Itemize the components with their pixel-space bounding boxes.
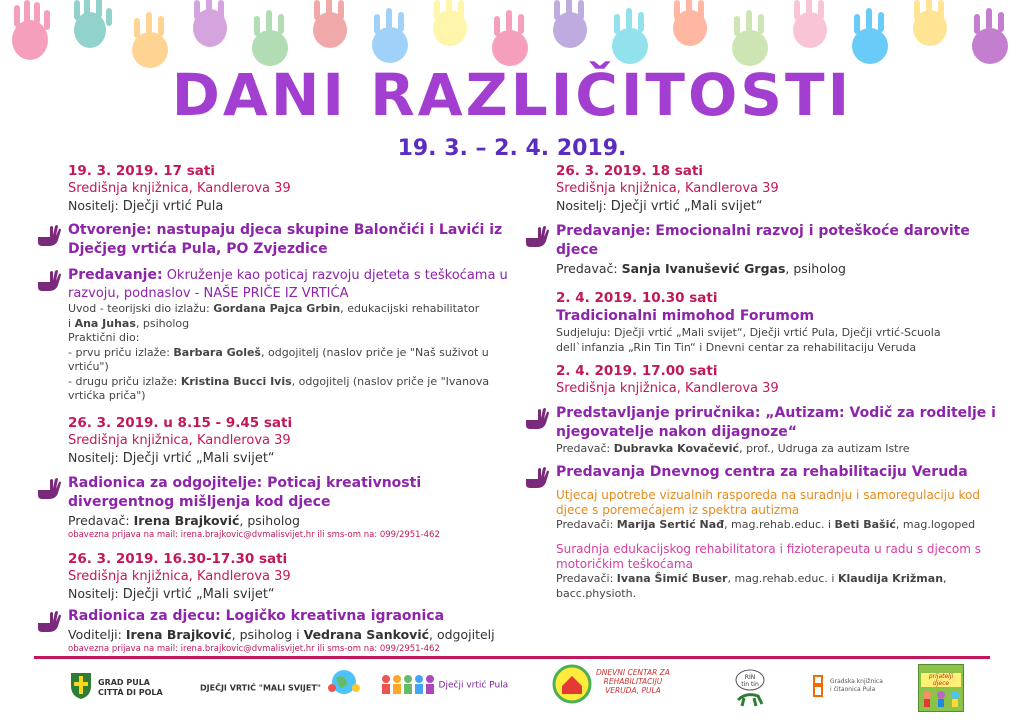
text: Uvod - teorijski dio izlažu: xyxy=(68,302,214,315)
story-2 xyxy=(68,375,508,404)
registration-note: obavezna prijava na mail: irena.brajkovic@dvmalisvijet.hr ili sms-om na: 099/2951-462 xyxy=(68,643,440,654)
house-circle-icon xyxy=(552,664,592,704)
hand-icon xyxy=(36,268,62,292)
vrtic-pula-name: Dječji vrtić Pula xyxy=(438,680,509,691)
hand-icon xyxy=(36,476,62,500)
text: , psiholog xyxy=(785,261,846,276)
event-host xyxy=(68,449,508,467)
text: Voditelji: xyxy=(68,626,126,642)
text: , edukacijski rehabilitator xyxy=(340,302,480,315)
lecture-title xyxy=(68,266,508,302)
dnevni-centar-name xyxy=(596,668,670,695)
event-lecturer xyxy=(68,512,508,529)
event-host xyxy=(68,197,508,215)
event-title: Predavanja Dnevnog centra za rehabilitaciju Veruda xyxy=(556,463,968,480)
mali-svijet-name: DJEČJI VRTIĆ "MALI SVIJET" xyxy=(200,683,321,693)
text: , psiholog xyxy=(135,316,190,330)
kids-icon xyxy=(919,687,963,709)
text: - drugu priču izlaže: xyxy=(68,374,181,388)
hand-icon xyxy=(524,224,550,248)
event-leaders xyxy=(68,626,508,643)
text: , mag.logoped xyxy=(895,517,976,531)
lecture-label: Predavanje: xyxy=(68,267,163,283)
event-6 xyxy=(526,362,996,457)
speaker-name: Ivana Šimić Buser xyxy=(616,572,728,585)
left-column xyxy=(38,162,508,655)
event-title: Predstavljanje priručnika: „Autizam: Vodič za roditelje i njegovatelje nakon dijagnoze“ xyxy=(556,405,996,440)
footer-divider xyxy=(34,656,990,659)
text: Gradska knjižnica xyxy=(830,678,883,685)
speaker-name: Dubravka Kovačević xyxy=(613,442,740,455)
hand-icon xyxy=(524,406,550,430)
text: , mag.rehab.educ. i xyxy=(727,572,838,585)
event-title: Otvorenje: nastupaju djeca skupine Balončići i Lavići iz Dječjeg vrtića Pula, PO Zvjezdice xyxy=(68,222,503,257)
text: , psiholog i xyxy=(231,626,304,642)
lecture-intro xyxy=(68,302,508,317)
text: i čitaonica Pula xyxy=(830,686,876,693)
text: , odgojitelj (naslov priče je "Ivanova vrtićka priča") xyxy=(68,374,490,402)
practical-label: Praktični dio: xyxy=(68,331,140,344)
event-title: Tradicionalni mimohod Forumom xyxy=(556,308,815,324)
event-title: Radionica za djecu: Logičko kreativna igraonica xyxy=(68,607,445,624)
speaker-name: Klaudija Križman xyxy=(837,572,944,585)
text: - prvu priču izlaže: xyxy=(68,345,174,359)
host-name: Dječji vrtić Pula xyxy=(122,199,224,214)
prijatelji-djece-logo xyxy=(918,664,964,712)
speaker-name: Gordana Pajca Grbin xyxy=(213,302,341,315)
event-1 xyxy=(38,162,508,404)
event-lecturer xyxy=(556,442,996,457)
event-place: Središnja knjižnica, Kandlerova 39 xyxy=(68,432,291,448)
event-date: 26. 3. 2019. 18 sati xyxy=(556,163,703,179)
vrtic-pula-logo xyxy=(380,674,508,696)
event-4 xyxy=(526,162,996,277)
grad-name-it: CITTÀ DI POLA xyxy=(98,688,163,697)
text: VERUDA, PULA xyxy=(605,686,661,695)
host-label: Nositelj: xyxy=(68,585,119,601)
event-title: Predavanje: Emocionalni razvoj i poteškoće darovite djece xyxy=(556,223,970,258)
svg-text:RIN: RIN xyxy=(744,674,756,681)
rin-tin-tin-logo xyxy=(730,666,770,710)
text: , prof., Udruga za autizam Istre xyxy=(739,442,910,455)
speaker-name: Irena Brajković xyxy=(125,626,232,642)
event-place: Središnja knjižnica, Kandlerova 39 xyxy=(556,181,779,196)
text: DNEVNI CENTAR ZA xyxy=(596,668,670,677)
event-lecturer xyxy=(556,260,996,277)
speaker-name: Marija Sertić Nađ xyxy=(616,517,725,531)
text: Predavači: xyxy=(556,572,617,585)
lecture-intro-2 xyxy=(68,317,508,332)
lecture-1-speakers xyxy=(556,518,996,533)
speaker-name: Irena Brajković xyxy=(133,512,240,528)
lecture-1-title: Utjecaj upotrebe vizualnih rasporeda na suradnju i samoregulaciju kod djece s poremećajem iz spektra autizma xyxy=(556,487,980,517)
speaker-name: Ana Juhas xyxy=(74,316,136,330)
text: i xyxy=(68,316,75,330)
speaker-name: Beti Bašić xyxy=(834,517,896,531)
story-1 xyxy=(68,346,508,375)
event-place: Središnja knjižnica, Kandlerova 39 xyxy=(68,568,291,584)
host-label: Nositelj: xyxy=(68,449,119,465)
text: , odgojitelj xyxy=(429,626,495,642)
event-place: Središnja knjižnica, Kandlerova 39 xyxy=(556,381,779,396)
children-icon xyxy=(380,674,436,696)
host-name: Dječji vrtić „Mali svijet“ xyxy=(122,450,275,466)
lecture-text: Okruženje kao poticaj razvoju djeteta s teškoćama u razvoju, podnaslov - NAŠE PRIČE IZ VRTIĆA xyxy=(68,268,508,301)
host-label: Nositelj: xyxy=(68,198,119,213)
event-2 xyxy=(38,414,508,541)
hand-icon xyxy=(524,465,550,489)
dog-icon xyxy=(730,666,770,708)
event-5 xyxy=(526,289,996,355)
mali-svijet-logo xyxy=(200,680,360,696)
text: Predavači: xyxy=(556,517,617,531)
event-date: 26. 3. 2019. 16.30-17.30 sati xyxy=(68,550,288,567)
lecture-2-speakers xyxy=(556,572,996,601)
text: Predavač: xyxy=(68,512,134,528)
event-host xyxy=(556,197,996,215)
lecture-2-title: Suradnja edukacijskog rehabilitatora i fizioterapeuta u radu s djecom s motoričkim teškoćama xyxy=(556,542,981,571)
host-label: Nositelj: xyxy=(556,198,607,213)
prijatelji-name: prijatelji djece xyxy=(921,673,961,687)
text: REHABILITACIJU xyxy=(603,677,663,686)
registration-note: obavezna prijava na mail: irena.brajkovic@dvmalisvijet.hr ili sms-om na: 099/2951-462 xyxy=(68,529,440,540)
event-host xyxy=(68,585,508,603)
event-date: 2. 4. 2019. 10.30 sati xyxy=(556,290,718,306)
right-column xyxy=(526,162,996,601)
text: , bacc.physioth. xyxy=(556,572,947,600)
hand-icon xyxy=(36,609,62,633)
library-icon xyxy=(812,674,828,698)
speaker-name: Barbara Goleš xyxy=(173,345,261,359)
event-place: Središnja knjižnica, Kandlerova 39 xyxy=(68,181,291,196)
event-3 xyxy=(38,550,508,655)
host-name: Dječji vrtić „Mali svijet“ xyxy=(610,199,763,214)
event-date: 26. 3. 2019. u 8.15 - 9.45 sati xyxy=(68,414,293,431)
text: , psiholog xyxy=(239,512,300,528)
grad-name: GRAD PULA xyxy=(98,678,150,687)
speaker-name: Sanja Ivanušević Grgas xyxy=(621,261,786,276)
text: Predavač: xyxy=(556,261,622,276)
text: , odgojitelj (naslov priče je "Naš suživot u vrtiću") xyxy=(68,345,489,373)
speaker-name: Vedrana Sanković xyxy=(303,626,430,642)
event-date: 19. 3. 2019. 17 sati xyxy=(68,163,215,179)
host-name: Dječji vrtić „Mali svijet“ xyxy=(122,586,275,602)
event-title: Radionica za odgojitelje: Poticaj kreativnosti divergentnog mišljenja kod djece xyxy=(68,474,422,510)
event-date: 2. 4. 2019. 17.00 sati xyxy=(556,363,718,379)
svg-text:tin tin: tin tin xyxy=(741,681,759,688)
speaker-name: Kristina Bucci Ivis xyxy=(180,374,292,388)
globe-kids-icon xyxy=(328,668,360,696)
text: Predavač: xyxy=(556,442,614,455)
coat-of-arms-icon xyxy=(70,672,92,700)
event-participants: Sudjeluju: Dječji vrtić „Mali svijet“, Dječji vrtić Pula, Dječji vrtić-Scuola dell`infanzia „Rin Tin Tin“ i Dnevni centar za rehabilitaciju Veruda xyxy=(556,326,941,354)
date-range: 19. 3. – 2. 4. 2019. xyxy=(397,136,627,161)
knjiznica-name xyxy=(830,678,883,694)
text: , mag.rehab.educ. i xyxy=(724,517,835,531)
event-7 xyxy=(526,463,996,602)
page-title: DANI RAZLIČITOSTI xyxy=(171,61,853,129)
hand-icon xyxy=(36,223,62,247)
sponsor-logos xyxy=(60,664,980,720)
